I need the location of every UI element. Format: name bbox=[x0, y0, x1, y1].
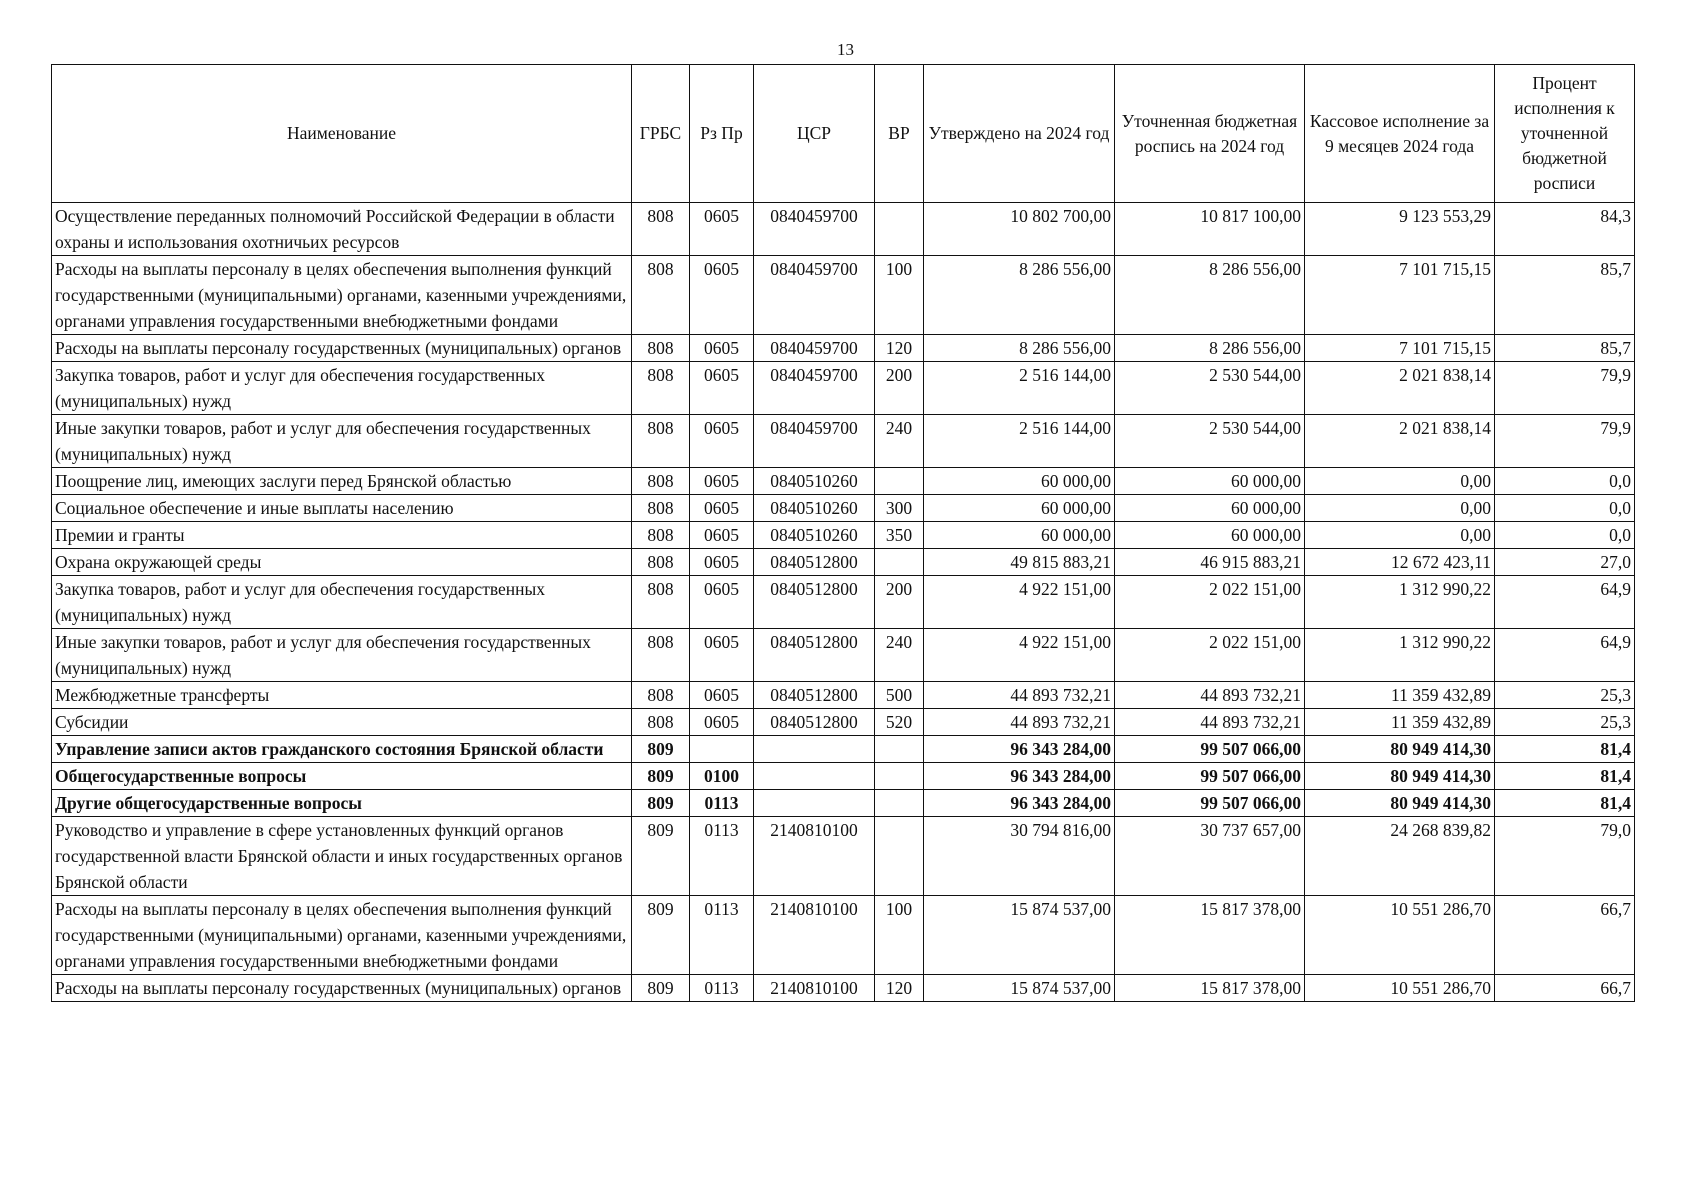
cell-approved: 96 343 284,00 bbox=[924, 736, 1115, 763]
cell-percent: 66,7 bbox=[1495, 975, 1635, 1002]
cell-grbs: 809 bbox=[632, 975, 690, 1002]
cell-refined: 15 817 378,00 bbox=[1115, 896, 1305, 975]
cell-grbs: 808 bbox=[632, 549, 690, 576]
cell-csr: 0840459700 bbox=[754, 362, 875, 415]
cell-grbs: 809 bbox=[632, 817, 690, 896]
cell-csr: 0840510260 bbox=[754, 522, 875, 549]
cell-approved: 10 802 700,00 bbox=[924, 203, 1115, 256]
cell-csr: 0840459700 bbox=[754, 415, 875, 468]
cell-approved: 8 286 556,00 bbox=[924, 256, 1115, 335]
cell-name: Поощрение лиц, имеющих заслуги перед Брянской областью bbox=[52, 468, 632, 495]
cell-percent: 81,4 bbox=[1495, 736, 1635, 763]
cell-vr bbox=[875, 817, 924, 896]
cell-rzpr: 0113 bbox=[690, 817, 754, 896]
cell-csr bbox=[754, 736, 875, 763]
cell-name: Управление записи актов гражданского состояния Брянской области bbox=[52, 736, 632, 763]
cell-name: Закупка товаров, работ и услуг для обеспечения государственных (муниципальных) нужд bbox=[52, 576, 632, 629]
cell-percent: 79,0 bbox=[1495, 817, 1635, 896]
header-cash: Кассовое исполнение за 9 месяцев 2024 года bbox=[1305, 65, 1495, 203]
cell-vr: 240 bbox=[875, 629, 924, 682]
cell-percent: 25,3 bbox=[1495, 682, 1635, 709]
header-percent: Процент исполнения к уточненной бюджетной росписи bbox=[1495, 65, 1635, 203]
cell-rzpr: 0605 bbox=[690, 415, 754, 468]
cell-rzpr: 0605 bbox=[690, 682, 754, 709]
cell-refined: 44 893 732,21 bbox=[1115, 709, 1305, 736]
cell-percent: 85,7 bbox=[1495, 256, 1635, 335]
table-row bbox=[52, 629, 1635, 682]
cell-percent: 0,0 bbox=[1495, 522, 1635, 549]
cell-grbs: 808 bbox=[632, 335, 690, 362]
cell-approved: 96 343 284,00 bbox=[924, 763, 1115, 790]
table-row bbox=[52, 522, 1635, 549]
cell-vr bbox=[875, 468, 924, 495]
cell-cash: 80 949 414,30 bbox=[1305, 736, 1495, 763]
cell-cash: 10 551 286,70 bbox=[1305, 896, 1495, 975]
cell-name: Межбюджетные трансферты bbox=[52, 682, 632, 709]
header-grbs: ГРБС bbox=[632, 65, 690, 203]
cell-cash: 9 123 553,29 bbox=[1305, 203, 1495, 256]
table-row bbox=[52, 415, 1635, 468]
cell-grbs: 808 bbox=[632, 522, 690, 549]
cell-cash: 1 312 990,22 bbox=[1305, 576, 1495, 629]
cell-rzpr: 0605 bbox=[690, 256, 754, 335]
table-row bbox=[52, 335, 1635, 362]
cell-rzpr: 0605 bbox=[690, 335, 754, 362]
cell-name: Расходы на выплаты персоналу в целях обеспечения выполнения функций государственными (муниципальными) органами, казенными учреждениями, органами управления государственными внебюджетными фондами bbox=[52, 256, 632, 335]
cell-csr: 2140810100 bbox=[754, 975, 875, 1002]
cell-percent: 81,4 bbox=[1495, 790, 1635, 817]
header-name: Наименование bbox=[52, 65, 632, 203]
cell-cash: 1 312 990,22 bbox=[1305, 629, 1495, 682]
cell-percent: 0,0 bbox=[1495, 468, 1635, 495]
cell-vr: 350 bbox=[875, 522, 924, 549]
cell-name: Охрана окружающей среды bbox=[52, 549, 632, 576]
cell-rzpr: 0605 bbox=[690, 522, 754, 549]
cell-percent: 25,3 bbox=[1495, 709, 1635, 736]
cell-rzpr: 0113 bbox=[690, 790, 754, 817]
header-vr: ВР bbox=[875, 65, 924, 203]
cell-refined: 2 022 151,00 bbox=[1115, 629, 1305, 682]
cell-csr: 0840459700 bbox=[754, 203, 875, 256]
cell-refined: 46 915 883,21 bbox=[1115, 549, 1305, 576]
cell-rzpr: 0605 bbox=[690, 576, 754, 629]
cell-refined: 60 000,00 bbox=[1115, 468, 1305, 495]
cell-vr: 120 bbox=[875, 975, 924, 1002]
cell-csr: 0840510260 bbox=[754, 495, 875, 522]
cell-csr: 0840459700 bbox=[754, 256, 875, 335]
cell-cash: 7 101 715,15 bbox=[1305, 256, 1495, 335]
cell-csr: 0840512800 bbox=[754, 709, 875, 736]
cell-grbs: 808 bbox=[632, 415, 690, 468]
cell-csr: 0840512800 bbox=[754, 549, 875, 576]
cell-approved: 60 000,00 bbox=[924, 495, 1115, 522]
cell-percent: 81,4 bbox=[1495, 763, 1635, 790]
cell-grbs: 808 bbox=[632, 709, 690, 736]
table-row bbox=[52, 682, 1635, 709]
cell-name: Премии и гранты bbox=[52, 522, 632, 549]
cell-vr: 100 bbox=[875, 896, 924, 975]
cell-percent: 85,7 bbox=[1495, 335, 1635, 362]
cell-csr: 2140810100 bbox=[754, 817, 875, 896]
cell-grbs: 808 bbox=[632, 682, 690, 709]
cell-refined: 2 530 544,00 bbox=[1115, 415, 1305, 468]
cell-approved: 15 874 537,00 bbox=[924, 975, 1115, 1002]
cell-grbs: 808 bbox=[632, 629, 690, 682]
cell-name: Иные закупки товаров, работ и услуг для обеспечения государственных (муниципальных) нужд bbox=[52, 415, 632, 468]
cell-vr bbox=[875, 736, 924, 763]
cell-percent: 79,9 bbox=[1495, 362, 1635, 415]
cell-cash: 80 949 414,30 bbox=[1305, 763, 1495, 790]
table-row bbox=[52, 709, 1635, 736]
cell-approved: 15 874 537,00 bbox=[924, 896, 1115, 975]
header-rzpr: Рз Пр bbox=[690, 65, 754, 203]
cell-vr: 240 bbox=[875, 415, 924, 468]
cell-csr bbox=[754, 763, 875, 790]
table-row bbox=[52, 549, 1635, 576]
cell-rzpr: 0605 bbox=[690, 203, 754, 256]
cell-approved: 60 000,00 bbox=[924, 522, 1115, 549]
cell-grbs: 809 bbox=[632, 763, 690, 790]
cell-name: Руководство и управление в сфере установленных функций органов государственной власти Брянской области и иных государственных органов Брянской области bbox=[52, 817, 632, 896]
cell-name: Социальное обеспечение и иные выплаты населению bbox=[52, 495, 632, 522]
header-refined: Уточненная бюджетная роспись на 2024 год bbox=[1115, 65, 1305, 203]
cell-name: Расходы на выплаты персоналу государственных (муниципальных) органов bbox=[52, 975, 632, 1002]
cell-cash: 7 101 715,15 bbox=[1305, 335, 1495, 362]
cell-grbs: 808 bbox=[632, 495, 690, 522]
cell-approved: 2 516 144,00 bbox=[924, 362, 1115, 415]
cell-name: Другие общегосударственные вопросы bbox=[52, 790, 632, 817]
cell-approved: 49 815 883,21 bbox=[924, 549, 1115, 576]
cell-approved: 44 893 732,21 bbox=[924, 709, 1115, 736]
page-number: 13 bbox=[837, 40, 854, 59]
cell-percent: 79,9 bbox=[1495, 415, 1635, 468]
cell-vr: 100 bbox=[875, 256, 924, 335]
cell-percent: 64,9 bbox=[1495, 629, 1635, 682]
cell-cash: 2 021 838,14 bbox=[1305, 415, 1495, 468]
cell-vr: 500 bbox=[875, 682, 924, 709]
cell-name: Осуществление переданных полномочий Российской Федерации в области охраны и использования охотничьих ресурсов bbox=[52, 203, 632, 256]
cell-approved: 2 516 144,00 bbox=[924, 415, 1115, 468]
cell-csr: 0840512800 bbox=[754, 682, 875, 709]
cell-cash: 0,00 bbox=[1305, 495, 1495, 522]
table-row bbox=[52, 896, 1635, 975]
table-body bbox=[52, 203, 1635, 1002]
cell-csr: 2140810100 bbox=[754, 896, 875, 975]
cell-refined: 8 286 556,00 bbox=[1115, 335, 1305, 362]
cell-cash: 12 672 423,11 bbox=[1305, 549, 1495, 576]
cell-vr: 200 bbox=[875, 576, 924, 629]
header-csr: ЦСР bbox=[754, 65, 875, 203]
cell-vr bbox=[875, 203, 924, 256]
table-row bbox=[52, 362, 1635, 415]
table-header-row bbox=[52, 65, 1635, 203]
cell-refined: 60 000,00 bbox=[1115, 495, 1305, 522]
cell-cash: 24 268 839,82 bbox=[1305, 817, 1495, 896]
table-row bbox=[52, 256, 1635, 335]
cell-name: Закупка товаров, работ и услуг для обеспечения государственных (муниципальных) нужд bbox=[52, 362, 632, 415]
cell-csr: 0840510260 bbox=[754, 468, 875, 495]
cell-cash: 0,00 bbox=[1305, 522, 1495, 549]
cell-cash: 11 359 432,89 bbox=[1305, 682, 1495, 709]
cell-vr: 120 bbox=[875, 335, 924, 362]
cell-rzpr: 0605 bbox=[690, 629, 754, 682]
cell-rzpr: 0605 bbox=[690, 709, 754, 736]
table-row bbox=[52, 468, 1635, 495]
cell-refined: 99 507 066,00 bbox=[1115, 763, 1305, 790]
cell-refined: 44 893 732,21 bbox=[1115, 682, 1305, 709]
cell-rzpr: 0605 bbox=[690, 495, 754, 522]
cell-name: Расходы на выплаты персоналу в целях обеспечения выполнения функций государственными (муниципальными) органами, казенными учреждениями, органами управления государственными внебюджетными фондами bbox=[52, 896, 632, 975]
cell-approved: 60 000,00 bbox=[924, 468, 1115, 495]
cell-approved: 44 893 732,21 bbox=[924, 682, 1115, 709]
cell-csr bbox=[754, 790, 875, 817]
cell-percent: 66,7 bbox=[1495, 896, 1635, 975]
cell-approved: 30 794 816,00 bbox=[924, 817, 1115, 896]
cell-percent: 64,9 bbox=[1495, 576, 1635, 629]
table-row bbox=[52, 736, 1635, 763]
cell-refined: 30 737 657,00 bbox=[1115, 817, 1305, 896]
cell-vr bbox=[875, 790, 924, 817]
cell-rzpr: 0113 bbox=[690, 896, 754, 975]
table-row bbox=[52, 203, 1635, 256]
cell-cash: 11 359 432,89 bbox=[1305, 709, 1495, 736]
cell-grbs: 808 bbox=[632, 203, 690, 256]
cell-grbs: 808 bbox=[632, 362, 690, 415]
cell-percent: 27,0 bbox=[1495, 549, 1635, 576]
cell-cash: 10 551 286,70 bbox=[1305, 975, 1495, 1002]
cell-approved: 8 286 556,00 bbox=[924, 335, 1115, 362]
cell-rzpr: 0605 bbox=[690, 549, 754, 576]
cell-refined: 2 022 151,00 bbox=[1115, 576, 1305, 629]
cell-vr bbox=[875, 549, 924, 576]
table-row bbox=[52, 817, 1635, 896]
cell-vr: 520 bbox=[875, 709, 924, 736]
cell-name: Общегосударственные вопросы bbox=[52, 763, 632, 790]
cell-refined: 10 817 100,00 bbox=[1115, 203, 1305, 256]
cell-grbs: 808 bbox=[632, 256, 690, 335]
cell-cash: 2 021 838,14 bbox=[1305, 362, 1495, 415]
cell-approved: 4 922 151,00 bbox=[924, 629, 1115, 682]
cell-percent: 0,0 bbox=[1495, 495, 1635, 522]
cell-csr: 0840512800 bbox=[754, 629, 875, 682]
cell-name: Расходы на выплаты персоналу государственных (муниципальных) органов bbox=[52, 335, 632, 362]
cell-percent: 84,3 bbox=[1495, 203, 1635, 256]
cell-csr: 0840459700 bbox=[754, 335, 875, 362]
table-row bbox=[52, 790, 1635, 817]
table-row bbox=[52, 576, 1635, 629]
cell-approved: 4 922 151,00 bbox=[924, 576, 1115, 629]
cell-csr: 0840512800 bbox=[754, 576, 875, 629]
cell-vr bbox=[875, 763, 924, 790]
table-row bbox=[52, 495, 1635, 522]
cell-refined: 99 507 066,00 bbox=[1115, 790, 1305, 817]
table-row bbox=[52, 763, 1635, 790]
budget-execution-table bbox=[51, 64, 1635, 1002]
cell-vr: 200 bbox=[875, 362, 924, 415]
cell-refined: 99 507 066,00 bbox=[1115, 736, 1305, 763]
table-row bbox=[52, 975, 1635, 1002]
cell-grbs: 809 bbox=[632, 736, 690, 763]
cell-refined: 15 817 378,00 bbox=[1115, 975, 1305, 1002]
cell-grbs: 808 bbox=[632, 468, 690, 495]
cell-grbs: 809 bbox=[632, 790, 690, 817]
cell-rzpr: 0113 bbox=[690, 975, 754, 1002]
header-approved: Утверждено на 2024 год bbox=[924, 65, 1115, 203]
cell-cash: 80 949 414,30 bbox=[1305, 790, 1495, 817]
cell-approved: 96 343 284,00 bbox=[924, 790, 1115, 817]
cell-rzpr bbox=[690, 736, 754, 763]
cell-grbs: 808 bbox=[632, 576, 690, 629]
cell-rzpr: 0100 bbox=[690, 763, 754, 790]
cell-name: Субсидии bbox=[52, 709, 632, 736]
cell-refined: 60 000,00 bbox=[1115, 522, 1305, 549]
cell-refined: 2 530 544,00 bbox=[1115, 362, 1305, 415]
cell-rzpr: 0605 bbox=[690, 362, 754, 415]
cell-rzpr: 0605 bbox=[690, 468, 754, 495]
cell-cash: 0,00 bbox=[1305, 468, 1495, 495]
cell-vr: 300 bbox=[875, 495, 924, 522]
cell-refined: 8 286 556,00 bbox=[1115, 256, 1305, 335]
cell-name: Иные закупки товаров, работ и услуг для обеспечения государственных (муниципальных) нужд bbox=[52, 629, 632, 682]
cell-grbs: 809 bbox=[632, 896, 690, 975]
